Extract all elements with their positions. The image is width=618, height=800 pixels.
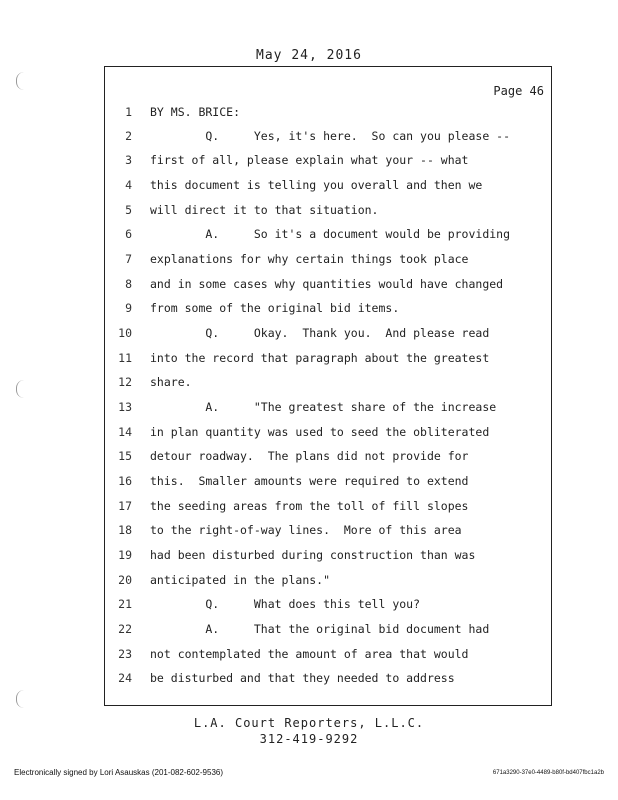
line-text: Q. Yes, it's here. So can you please -- (150, 129, 511, 143)
line-number: 20 (118, 573, 132, 587)
transcript-line (112, 346, 542, 370)
document-id: 671a3290-37e0-4489-b80f-bd407fbc1a2b (492, 770, 604, 776)
transcript-line (112, 124, 542, 148)
line-text: be disturbed and that they needed to address (150, 671, 455, 685)
line-number: 4 (125, 178, 132, 192)
line-text: A. That the original bid document had (150, 622, 490, 636)
transcript-line (112, 247, 542, 271)
transcript-line (112, 642, 542, 666)
line-number: 11 (118, 351, 132, 365)
line-number: 14 (118, 425, 132, 439)
transcript-line (112, 100, 542, 124)
line-number: 12 (118, 375, 132, 389)
transcript-line (112, 321, 542, 345)
line-number: 2 (125, 129, 132, 143)
line-number: 8 (125, 277, 132, 291)
transcript-line (112, 592, 542, 616)
line-number: 7 (125, 252, 132, 266)
line-text: Q. Okay. Thank you. And please read (150, 326, 490, 340)
line-text: this. Smaller amounts were required to extend (150, 474, 469, 488)
line-text: anticipated in the plans." (150, 573, 331, 587)
line-text: first of all, please explain what your -- what (150, 153, 469, 167)
transcript-line (112, 518, 542, 542)
line-text: had been disturbed during construction than was (150, 548, 476, 562)
transcript-line (112, 494, 542, 518)
line-text: BY MS. BRICE: (150, 105, 241, 119)
transcript-line (112, 198, 542, 222)
binder-mark (16, 380, 25, 398)
transcript-line (112, 296, 542, 320)
deposition-date: May 24, 2016 (256, 48, 362, 63)
transcript-line (112, 469, 542, 493)
line-text: detour roadway. The plans did not provide for (150, 449, 469, 463)
line-text: A. So it's a document would be providing (150, 227, 511, 241)
transcript-line (112, 666, 542, 690)
line-number: 19 (118, 548, 132, 562)
transcript-line (112, 370, 542, 394)
page-number: Page 46 (493, 84, 544, 98)
transcript-line (112, 148, 542, 172)
line-text: the seeding areas from the toll of fill slopes (150, 499, 469, 513)
line-number: 9 (125, 301, 132, 315)
line-text: to the right-of-way lines. More of this area (150, 523, 462, 537)
line-text: in plan quantity was used to seed the obliterated (150, 425, 490, 439)
line-text: explanations for why certain things took place (150, 252, 469, 266)
line-number: 5 (125, 203, 132, 217)
transcript-line (112, 222, 542, 246)
line-number: 1 (125, 105, 132, 119)
line-text: and in some cases why quantities would have changed (150, 277, 504, 291)
electronic-signature: Electronically signed by Lori Asauskas (201-082-602-9536) (14, 768, 224, 777)
line-text: will direct it to that situation. (150, 203, 379, 217)
line-text: A. "The greatest share of the increase (150, 400, 497, 414)
line-text: this document is telling you overall and then we (150, 178, 483, 192)
line-text: from some of the original bid items. (150, 301, 400, 315)
transcript-line (112, 543, 542, 567)
transcript-line (112, 568, 542, 592)
line-text: not contemplated the amount of area that would (150, 647, 469, 661)
transcript-line (112, 272, 542, 296)
line-number: 22 (118, 622, 132, 636)
line-number: 13 (118, 400, 132, 414)
line-number: 6 (125, 227, 132, 241)
line-number: 18 (118, 523, 132, 537)
reporter-company: L.A. Court Reporters, L.L.C. (193, 716, 425, 730)
line-number: 16 (118, 474, 132, 488)
line-number: 23 (118, 647, 132, 661)
line-number: 10 (118, 326, 132, 340)
line-text: share. (150, 375, 192, 389)
binder-mark (16, 690, 25, 708)
line-number: 24 (118, 671, 132, 685)
line-number: 17 (118, 499, 132, 513)
line-number: 15 (118, 449, 132, 463)
transcript-line (112, 444, 542, 468)
line-text: into the record that paragraph about the greatest (150, 351, 490, 365)
line-number: 21 (118, 597, 132, 611)
reporter-phone: 312-419-9292 (259, 732, 359, 746)
transcript-line (112, 173, 542, 197)
line-number: 3 (125, 153, 132, 167)
transcript-line (112, 420, 542, 444)
transcript-line (112, 395, 542, 419)
transcript-line (112, 617, 542, 641)
binder-mark (16, 72, 25, 90)
line-text: Q. What does this tell you? (150, 597, 421, 611)
